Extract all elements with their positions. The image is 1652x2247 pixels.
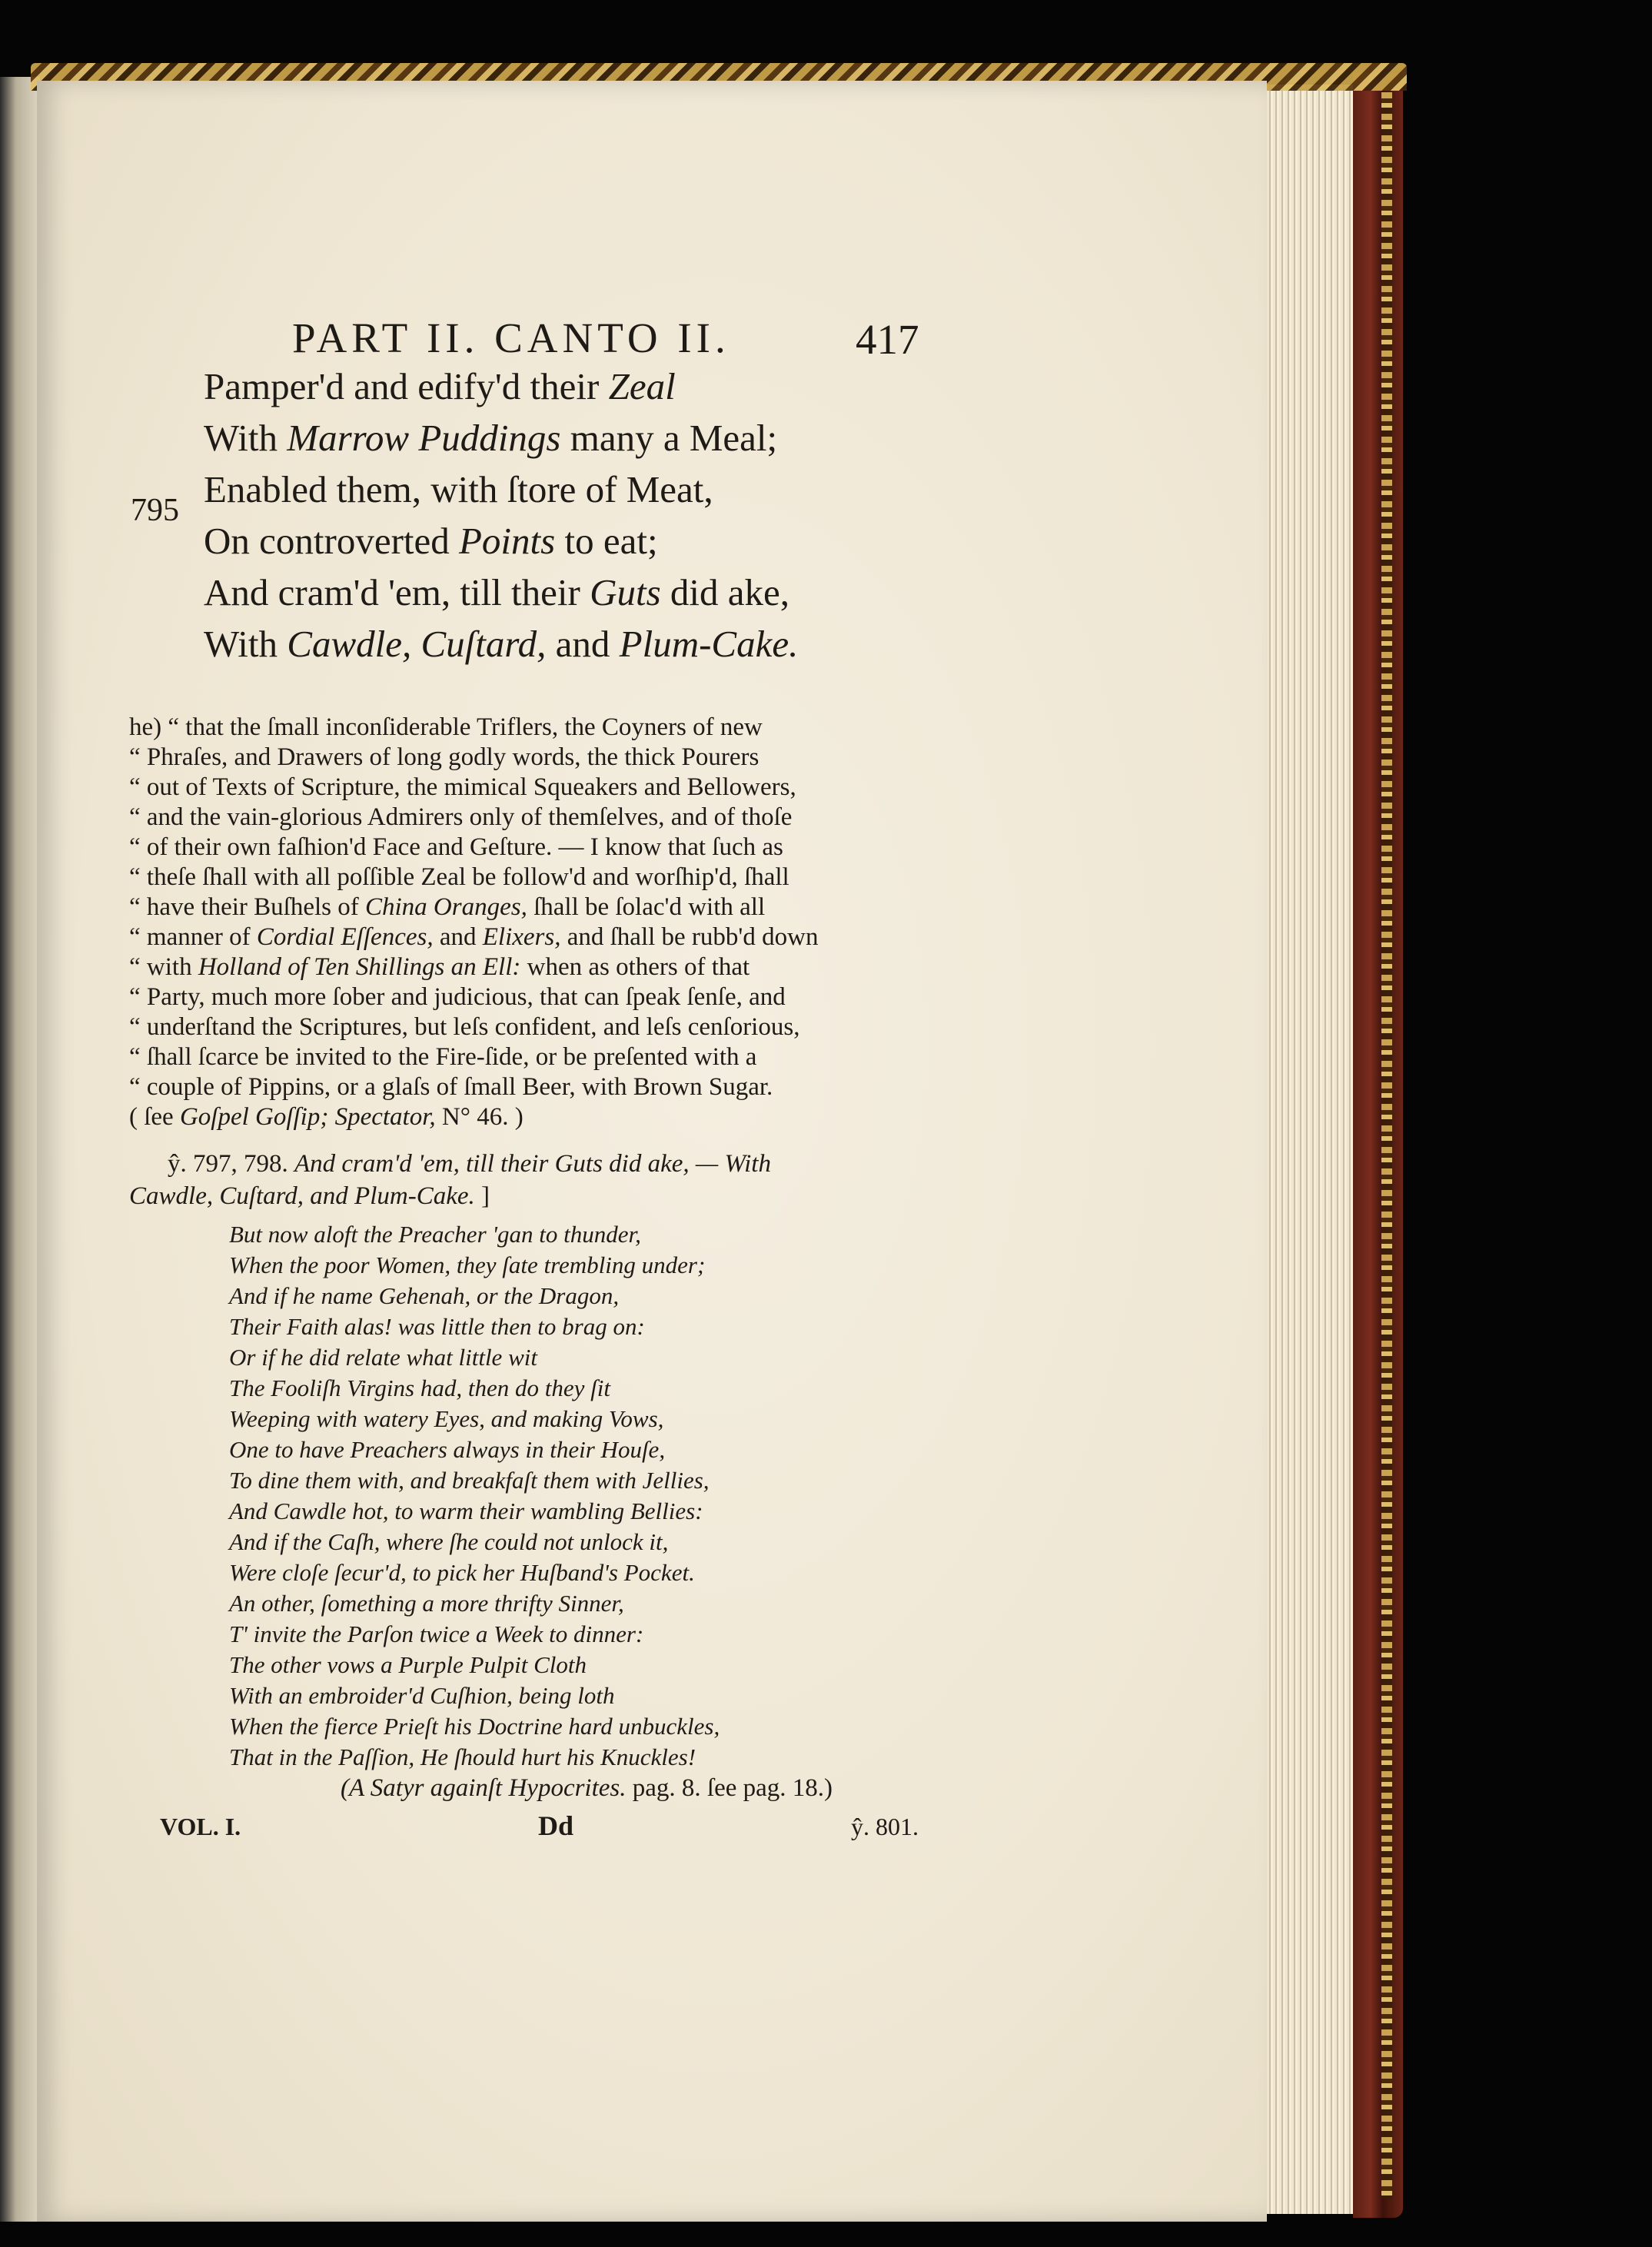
- quote-line: T' invite the Parſon twice a Week to dinner:: [229, 1620, 644, 1647]
- quote-line: But now aloft the Preacher 'gan to thunder,: [229, 1221, 641, 1248]
- note-line: “ ſhall ſcarce be invited to the Fire-ſide, or be preſented with a: [129, 1043, 757, 1071]
- note-line: “ theſe ſhall with all poſſible Zeal be follow'd and worſhip'd, ſhall: [129, 863, 789, 891]
- note-line: ( ſee Goſpel Goſſip; Spectator, N° 46. ): [129, 1103, 524, 1131]
- quote-line: With an embroider'd Cuſhion, being loth: [229, 1682, 615, 1709]
- quote-line: Were cloſe ſecur'd, to pick her Huſband's Pocket.: [229, 1559, 695, 1586]
- note-line: “ out of Texts of Scripture, the mimical Squeakers and Bellowers,: [129, 773, 796, 801]
- quote-line: The Fooliſh Virgins had, then do they ſit: [229, 1374, 610, 1401]
- leather-cover-edge: [1353, 73, 1403, 2218]
- quote-line: Weeping with watery Eyes, and making Vows,: [229, 1405, 664, 1432]
- note-line: “ have their Buſhels of China Oranges, ſhall be ſolac'd with all: [129, 893, 766, 921]
- quote-line: That in the Paſſion, He ſhould hurt his Knuckles!: [229, 1743, 696, 1770]
- footer-signature: Dd: [538, 1810, 574, 1841]
- line-number: 795: [131, 493, 179, 528]
- quote-line: An other, ſomething a more thrifty Sinner,: [229, 1590, 624, 1617]
- footer-catchword: ŷ. 801.: [851, 1813, 919, 1840]
- note-line: he) “ that the ſmall inconſiderable Triflers, the Coyners of new: [129, 713, 763, 741]
- quote-line: And Cawdle hot, to warm their wambling Bellies:: [229, 1497, 703, 1524]
- quote-line: When the fierce Prieſt his Doctrine hard unbuckles,: [229, 1713, 720, 1740]
- quote-source: (A Satyr againſt Hypocrites. pag. 8. ſee pag. 18.): [341, 1774, 833, 1802]
- quote-line: To dine them with, and breakfaſt them with Jellies,: [229, 1467, 710, 1494]
- quote-line: The other vows a Purple Pulpit Cloth: [229, 1651, 587, 1678]
- verse-line: Enabled them, with ſtore of Meat,: [204, 468, 713, 510]
- verse-line: With Marrow Puddings many a Meal;: [204, 417, 778, 459]
- quote-line: And if he name Gehenah, or the Dragon,: [229, 1282, 620, 1309]
- note-line: “ with Holland of Ten Shillings an Ell: when as others of that: [129, 953, 750, 981]
- quote-line: And if the Caſh, where ſhe could not unlock it,: [229, 1528, 669, 1555]
- page-stack-edge: [1261, 85, 1361, 2214]
- verse-line: With Cawdle, Cuſtard, and Plum-Cake.: [204, 623, 799, 665]
- footer-volume: VOL. I.: [160, 1813, 241, 1840]
- quote-line: When the poor Women, they ſate trembling under;: [229, 1251, 706, 1278]
- verse-line: Pamper'd and edify'd their Zeal: [204, 365, 676, 407]
- verse-reference: Cawdle, Cuſtard, and Plum-Cake. ]: [129, 1182, 490, 1210]
- verse-line: On controverted Points to eat;: [204, 520, 658, 562]
- quote-line: One to have Preachers always in their Houſe,: [229, 1436, 666, 1463]
- gilt-cover-tooling: [1381, 92, 1392, 2199]
- quote-line: Their Faith alas! was little then to brag on:: [229, 1313, 645, 1340]
- note-line: “ Party, much more ſober and judicious, that can ſpeak ſenſe, and: [129, 983, 786, 1011]
- verse-line: And cram'd 'em, till their Guts did ake,: [204, 571, 790, 613]
- note-line: “ underſtand the Scriptures, but leſs confident, and leſs cenſorious,: [129, 1013, 800, 1041]
- running-head: PART II. CANTO II.: [292, 314, 730, 361]
- quote-line: Or if he did relate what little wit: [229, 1344, 537, 1371]
- note-line: “ and the vain-glorious Admirers only of themſelves, and of thoſe: [129, 803, 793, 831]
- verse-reference: ŷ. 797, 798. And cram'd 'em, till their Guts did ake, — With: [168, 1150, 771, 1178]
- page-number: 417: [856, 316, 919, 363]
- note-line: “ Phraſes, and Drawers of long godly words, the thick Pourers: [129, 743, 760, 771]
- facing-page-edge: [0, 77, 40, 2222]
- note-line: “ couple of Pippins, or a glaſs of ſmall Beer, with Brown Sugar.: [129, 1073, 773, 1101]
- note-line: “ manner of Cordial Eſſences, and Elixers, and ſhall be rubb'd down: [129, 923, 819, 951]
- note-line: “ of their own faſhion'd Face and Geſture. — I know that ſuch as: [129, 833, 783, 861]
